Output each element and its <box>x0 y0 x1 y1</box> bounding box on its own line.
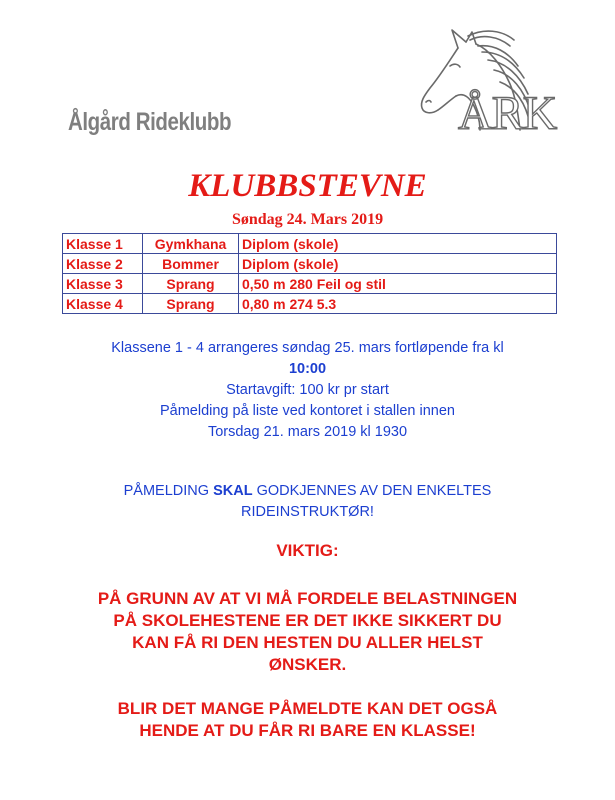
event-date: Søndag 24. Mars 2019 <box>231 211 384 228</box>
notice-suffix: GODKJENNES AV DEN ENKELTES <box>252 483 492 499</box>
notice-prefix: PÅMELDING <box>123 483 214 499</box>
club-logo <box>410 26 556 138</box>
info-fee: Startavgift: 100 kr pr start <box>226 382 389 398</box>
class-type: Sprang <box>143 274 239 294</box>
warning-line: ØNSKER. <box>268 655 347 674</box>
notice-line-1 <box>0 481 615 502</box>
classes-table <box>62 233 557 314</box>
table-row <box>63 294 557 314</box>
event-title: KLUBBSTEVNE <box>188 168 427 204</box>
warning-line: HENDE AT DU FÅR RI BARE EN KLASSE! <box>139 721 476 740</box>
class-detail: Diplom (skole) <box>239 234 557 254</box>
info-deadline: Torsdag 21. mars 2019 kl 1930 <box>207 424 408 440</box>
class-type: Sprang <box>143 294 239 314</box>
class-detail: 0,80 m 274 5.3 <box>239 294 557 314</box>
class-type: Gymkhana <box>143 234 239 254</box>
info-schedule: Klassene 1 - 4 arrangeres søndag 25. mars fortløpende fra kl <box>111 340 504 356</box>
warning-line: PÅ GRUNN AV AT VI MÅ FORDELE BELASTNINGEN <box>97 589 518 608</box>
warning-paragraph-1 <box>0 588 615 676</box>
table-row <box>63 274 557 294</box>
approval-notice <box>0 481 615 523</box>
table-row <box>63 254 557 274</box>
class-detail: 0,50 m 280 Feil og stil <box>239 274 557 294</box>
logo-text: ÅRK <box>458 87 557 140</box>
notice-emphasis: SKAL <box>213 483 253 499</box>
class-name: Klasse 4 <box>63 294 143 314</box>
info-signup: Påmelding på liste ved kontoret i stallen innen <box>159 403 455 419</box>
warning-line: BLIR DET MANGE PÅMELDTE KAN DET OGSÅ <box>117 699 498 718</box>
table-row <box>63 234 557 254</box>
notice-line-2: RIDEINSTRUKTØR! <box>241 504 374 520</box>
class-name: Klasse 3 <box>63 274 143 294</box>
warning-title: VIKTIG: <box>276 541 339 560</box>
warning-line: PÅ SKOLEHESTENE ER DET IKKE SIKKERT DU <box>113 611 502 630</box>
club-name: Ålgård Rideklubb <box>68 108 232 136</box>
info-time: 10:00 <box>288 361 327 377</box>
class-name: Klasse 1 <box>63 234 143 254</box>
class-detail: Diplom (skole) <box>239 254 557 274</box>
warning-paragraph-2 <box>0 698 615 742</box>
warning-line: KAN FÅ RI DEN HESTEN DU ALLER HELST <box>132 633 483 652</box>
class-name: Klasse 2 <box>63 254 143 274</box>
class-type: Bommer <box>143 254 239 274</box>
event-info <box>0 338 615 443</box>
